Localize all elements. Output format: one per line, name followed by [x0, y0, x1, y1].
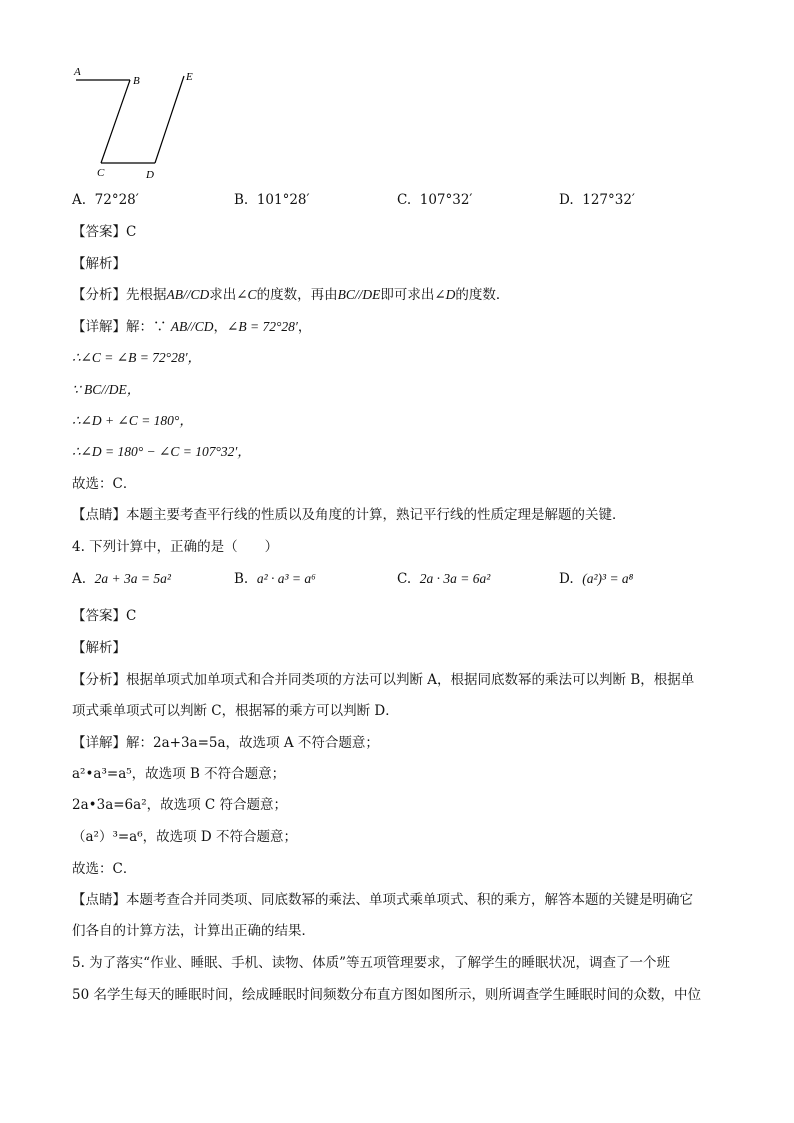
q4-option-d: D. (a²)³ = a⁸: [559, 571, 634, 587]
q3-jiexi: 【解析】: [72, 256, 126, 272]
q4-stem: 4. 下列计算中，正确的是（ ）: [72, 539, 279, 555]
q3-dianjing: 【点睛】本题主要考查平行线的性质以及角度的计算，熟记平行线的性质定理是解题的关键．: [72, 507, 626, 523]
segment-bc: [101, 80, 130, 163]
q3-choose: 故选：C．: [72, 476, 137, 492]
label-e: E: [186, 71, 193, 83]
q4-step-3: 2a•3a=6a²，故选项 C 符合题意；: [72, 797, 288, 813]
q3-option-d: D. 127°32′: [559, 192, 635, 208]
label-a: A: [74, 66, 81, 78]
q4-choose: 故选：C．: [72, 861, 137, 877]
q4-answer: 【答案】C: [72, 608, 137, 624]
q3-option-c: C. 107°32′: [397, 192, 473, 208]
q3-step-4: ∴∠D = 180° − ∠C = 107°32′，: [72, 444, 251, 459]
q4-jiexi: 【解析】: [72, 640, 126, 656]
q3-answer: 【答案】C: [72, 224, 137, 240]
q4-dianjing-line-1: 【点睛】本题考查合并同类项、同底数幂的乘法、单项式乘单项式、积的乘方，解答本题的关键是明确它: [72, 892, 693, 908]
q5-stem-line-1: 5. 为了落实“作业、睡眠、手机、读物、体质”等五项管理要求，了解学生的睡眠状况，调查了一个班: [72, 955, 670, 971]
q4-dianjing-line-2: 们各自的计算方法，计算出正确的结果．: [72, 923, 315, 939]
q4-option-b: B. a² · a³ = a⁶: [234, 571, 316, 587]
q4-xiangjie: 【详解】解：2a+3a=5a，故选项 A 不符合题意；: [72, 735, 379, 751]
q3-step-1: ∴∠C = ∠B = 72°28′，: [72, 350, 202, 365]
q3-xiangjie: 【详解】解：∵ AB//CD，∠B = 72°28′，: [72, 319, 312, 335]
q3-step-3: ∴∠D + ∠C = 180°，: [72, 413, 193, 428]
q4-fenxi-line-2: 项式乘单项式可以判断 C，根据幂的乘方可以判断 D．: [72, 703, 399, 719]
label-d: D: [146, 169, 154, 181]
q3-step-2: ∵ BC//DE，: [72, 382, 141, 397]
segment-de: [155, 76, 184, 163]
q4-step-4: （a²）³=a⁶，故选项 D 不符合题意；: [72, 829, 298, 845]
q3-fenxi: 【分析】先根据AB//CD求出∠C的度数，再由BC//DE即可求出∠D的度数．: [72, 287, 510, 303]
q4-step-2: a²•a³=a⁵，故选项 B 不符合题意；: [72, 766, 286, 782]
q5-stem-line-2: 50 名学生每天的睡眠时间，绘成睡眠时间频数分布直方图如图所示，则所调查学生睡眠时间的众数，中位: [72, 987, 701, 1003]
q4-fenxi-line-1: 【分析】根据单项式加单项式和合并同类项的方法可以判断 A，根据同底数幂的乘法可以判断 B，根据单: [72, 672, 695, 688]
label-c: C: [97, 167, 105, 179]
q3-option-a: A. 72°28′: [72, 192, 139, 208]
label-b: B: [133, 75, 140, 87]
q4-option-a: A. 2a + 3a = 5a²: [72, 571, 171, 587]
parallel-lines-figure: [70, 62, 210, 184]
q4-option-c: C. 2a · 3a = 6a²: [397, 571, 491, 587]
q3-option-b: B. 101°28′: [234, 192, 310, 208]
